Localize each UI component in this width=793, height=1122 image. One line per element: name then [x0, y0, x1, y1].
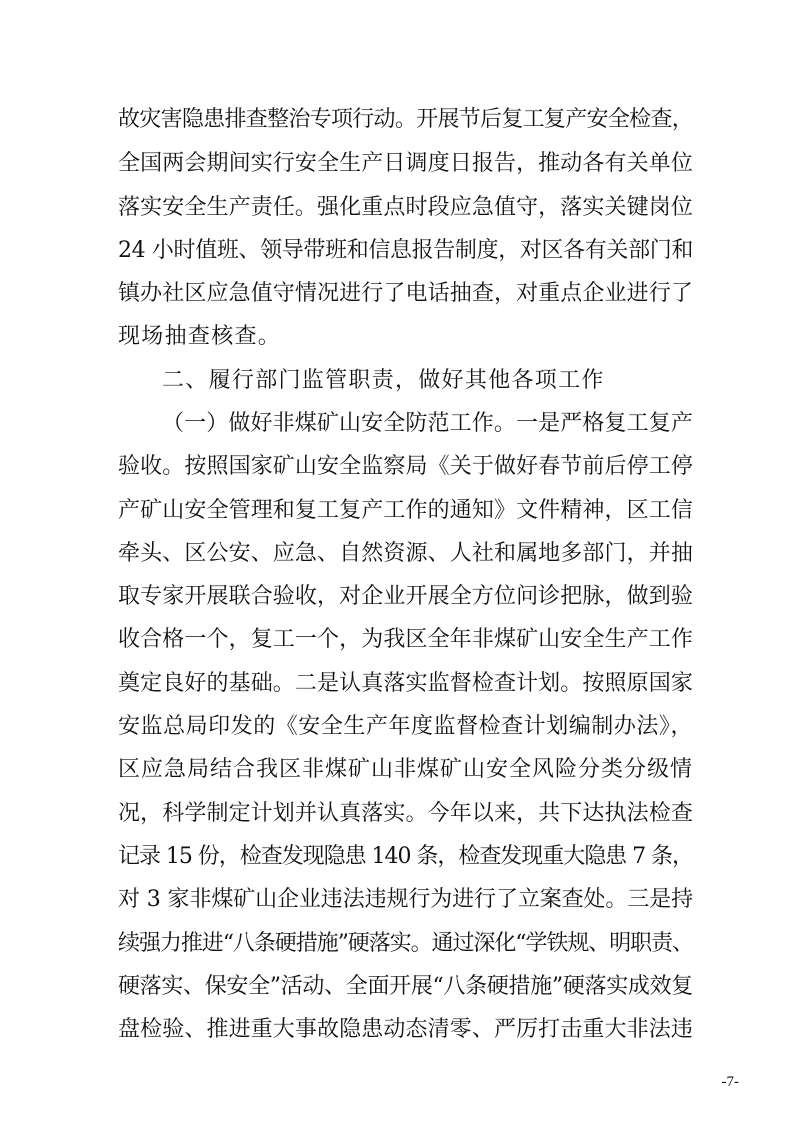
text-line: 区应急局结合我区非煤矿山非煤矿山安全风险分类分级情 [118, 757, 693, 782]
text-line: 故灾害隐患排查整治专项行动。开展节后复工复产安全检查， [118, 107, 693, 132]
text-line: 记录 15 份，检查发现隐患 140 条，检查发现重大隐患 7 条， [118, 844, 693, 869]
text-line: 现场抽查核查。 [118, 324, 282, 349]
text-line: 奠定良好的基础。二是认真落实监督检查计划。按照原国家 [118, 671, 693, 696]
text-line: 24 小时值班、领导带班和信息报告制度，对区各有关部门和 [118, 238, 693, 263]
text-line: 验收。按照国家矿山安全监察局《关于做好春节前后停工停 [118, 454, 693, 479]
page-number: -7- [721, 1074, 739, 1090]
text-line: 安监总局印发的《安全生产年度监督检查计划编制办法》， [118, 714, 693, 739]
text-line: 产矿山安全管理和复工复产工作的通知》文件精神，区工信 [118, 498, 693, 523]
text-line: 镇办社区应急值守情况进行了电话抽查，对重点企业进行了 [118, 281, 693, 306]
section-heading: 二、履行部门监管职责，做好其他各项工作 [162, 368, 605, 393]
text-line: 况，科学制定计划并认真落实。今年以来，共下达执法检查 [118, 801, 693, 826]
text-line: 续强力推进“八条硬措施”硬落实。通过深化“学铁规、明职责、 [118, 931, 693, 956]
text-line: 取专家开展联合验收，对企业开展全方位问诊把脉，做到验 [118, 584, 693, 609]
text-line: 牵头、区公安、应急、自然资源、人社和属地多部门，并抽 [118, 541, 693, 566]
text-line: 硬落实、保安全”活动、全面开展“八条硬措施”硬落实成效复 [118, 974, 693, 999]
text-line: 全国两会期间实行安全生产日调度日报告，推动各有关单位 [118, 151, 693, 176]
text-line: 对 3 家非煤矿山企业违法违规行为进行了立案查处。三是持 [118, 887, 693, 912]
text-line: 盘检验、推进重大事故隐患动态清零、严厉打击重大非法违 [118, 1017, 693, 1042]
text-line: 落实安全生产责任。强化重点时段应急值守，落实关键岗位 [118, 195, 693, 220]
subsection-heading: （一）做好非煤矿山安全防范工作。一是严格复工复产 [162, 411, 693, 436]
text-line: 收合格一个，复工一个，为我区全年非煤矿山安全生产工作 [118, 627, 693, 652]
